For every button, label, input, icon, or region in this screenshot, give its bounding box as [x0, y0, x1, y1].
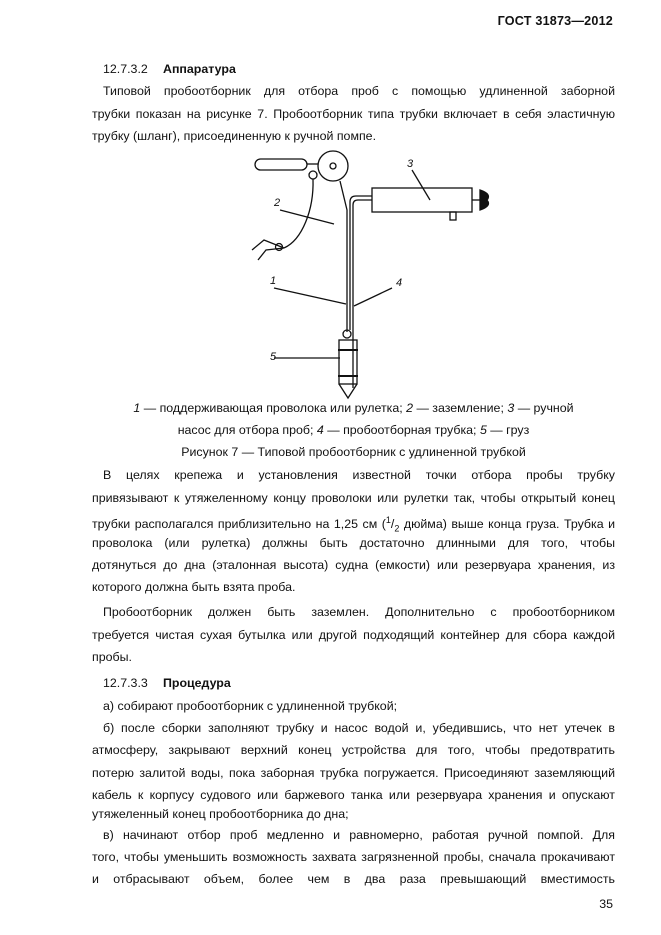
text-segment: трубки располагался приблизительно на 1,25 см ( — [92, 517, 386, 532]
fraction-denominator: 2 — [394, 523, 400, 534]
section-number: 12.7.3.3 — [103, 676, 148, 690]
paragraph-line: которого должна быть взята проба. — [92, 580, 296, 594]
list-item-b: б) после сборки заполняют трубку и насос водой и, убедившись, что нет утечек в — [103, 721, 615, 735]
legend-text: — груз — [486, 423, 530, 437]
paragraph-line: Типовой пробоотборник для отбора проб с помощью удлиненной заборной — [103, 84, 615, 98]
paragraph-line: пробы. — [92, 650, 132, 664]
paragraph-line: трубки показан на рисунке 7. Пробоотборник типа трубки включает в себя эластичную — [92, 107, 615, 121]
pump-body — [372, 188, 472, 212]
list-item-a: а) собирают пробоотборник с удлиненной трубкой; — [103, 699, 398, 713]
figure-title: Рисунок 7 — Типовой пробоотборник с удлиненной трубкой — [181, 445, 526, 459]
legend-num: 1 — [133, 401, 141, 415]
list-item-c: в) начинают отбор проб медленно и равномерно, работая ручной помпой. Для — [103, 828, 615, 842]
paragraph-line: проволока (или рулетка) должны быть достаточно длинными для того, чтобы — [92, 536, 615, 550]
reel-wheel — [318, 151, 348, 181]
paragraph-line: трубку (шланг), присоединенную к ручной помпе. — [92, 129, 377, 143]
list-item-b-cont: утяжеленный конец пробоотборника до дна; — [92, 807, 349, 821]
fraction-numerator: 1 — [385, 515, 391, 525]
label-1: 1 — [270, 275, 277, 287]
legend-num: 5 — [479, 423, 487, 437]
weight — [339, 340, 357, 384]
legend-text: — ручной — [514, 401, 574, 415]
list-item-b-cont: атмосферу, закрывают верхний конец устройства для того, чтобы предотвратить — [92, 743, 615, 757]
paragraph-line: дотянуться до дна (эталонная высота) судна (емкости) или резервуара хранения, из — [92, 558, 615, 572]
figure-7-drawing — [222, 150, 502, 403]
legend-num: 3 — [507, 401, 515, 415]
legend-text: — пробоотборная трубка; — [323, 423, 480, 437]
section-heading-apparatus — [103, 61, 615, 77]
paragraph-line: требуется чистая сухая бутылка или другой подходящий контейнер для сбора каждой — [92, 628, 615, 642]
section-number: 12.7.3.2 — [103, 62, 148, 76]
legend-num: 4 — [316, 423, 324, 437]
label-2: 2 — [274, 197, 281, 209]
grounding-wire — [284, 179, 313, 248]
legend-text: насос для отбора проб; — [177, 423, 317, 437]
section-title: Процедура — [163, 676, 231, 690]
legend-text: — заземление; — [413, 401, 508, 415]
list-item-c-cont: того, чтобы уменьшить возможность захвата загрязненной пробы, сначала прокачивают — [92, 850, 615, 864]
section-title: Аппаратура — [163, 62, 236, 76]
paragraph-line: Пробоотборник должен быть заземлен. Дополнительно с пробоотборником — [103, 605, 615, 619]
page-number: 35 — [599, 897, 613, 911]
figure-legend-line-2 — [92, 423, 615, 437]
list-item-c-cont: и отбрасывают объем, более чем в два раза превышающий вместимость — [92, 872, 615, 886]
reel-handle — [255, 159, 307, 170]
list-item-b-cont: потерю залитой воды, пока заборная трубка погружается. Присоединяют заземляющий — [92, 766, 615, 780]
support-wire — [340, 181, 347, 332]
label-4: 4 — [396, 277, 403, 289]
pump-handle — [480, 190, 488, 210]
text-segment: дюйма) выше конца груза. Трубка и — [399, 517, 616, 532]
document-code: ГОСТ 31873—2012 — [497, 14, 613, 28]
list-item-b-cont: кабель к корпусу судового или баржевого танка или резервуара хранения и опускают — [92, 788, 615, 802]
legend-num: 2 — [406, 401, 414, 415]
sampler-diagram — [222, 150, 502, 400]
paragraph-line-with-fraction: трубки располагался приблизительно на 1,25 см ($^1/_2$ дюйма) выше конца груза. Трубка и — [92, 515, 616, 534]
paragraph-line: В целях крепежа и установления известной точки отбора пробы трубку — [103, 468, 615, 482]
figure-legend-line-1 — [92, 401, 615, 415]
paragraph-line: привязывают к утяжеленному концу проволоки или рулетки так, чтобы открытый конец — [92, 491, 615, 505]
label-3: 3 — [407, 158, 414, 170]
legend-text: — поддерживающая проволока или рулетка; — [140, 401, 407, 415]
section-heading-procedure — [103, 675, 615, 691]
label-5: 5 — [270, 351, 277, 363]
